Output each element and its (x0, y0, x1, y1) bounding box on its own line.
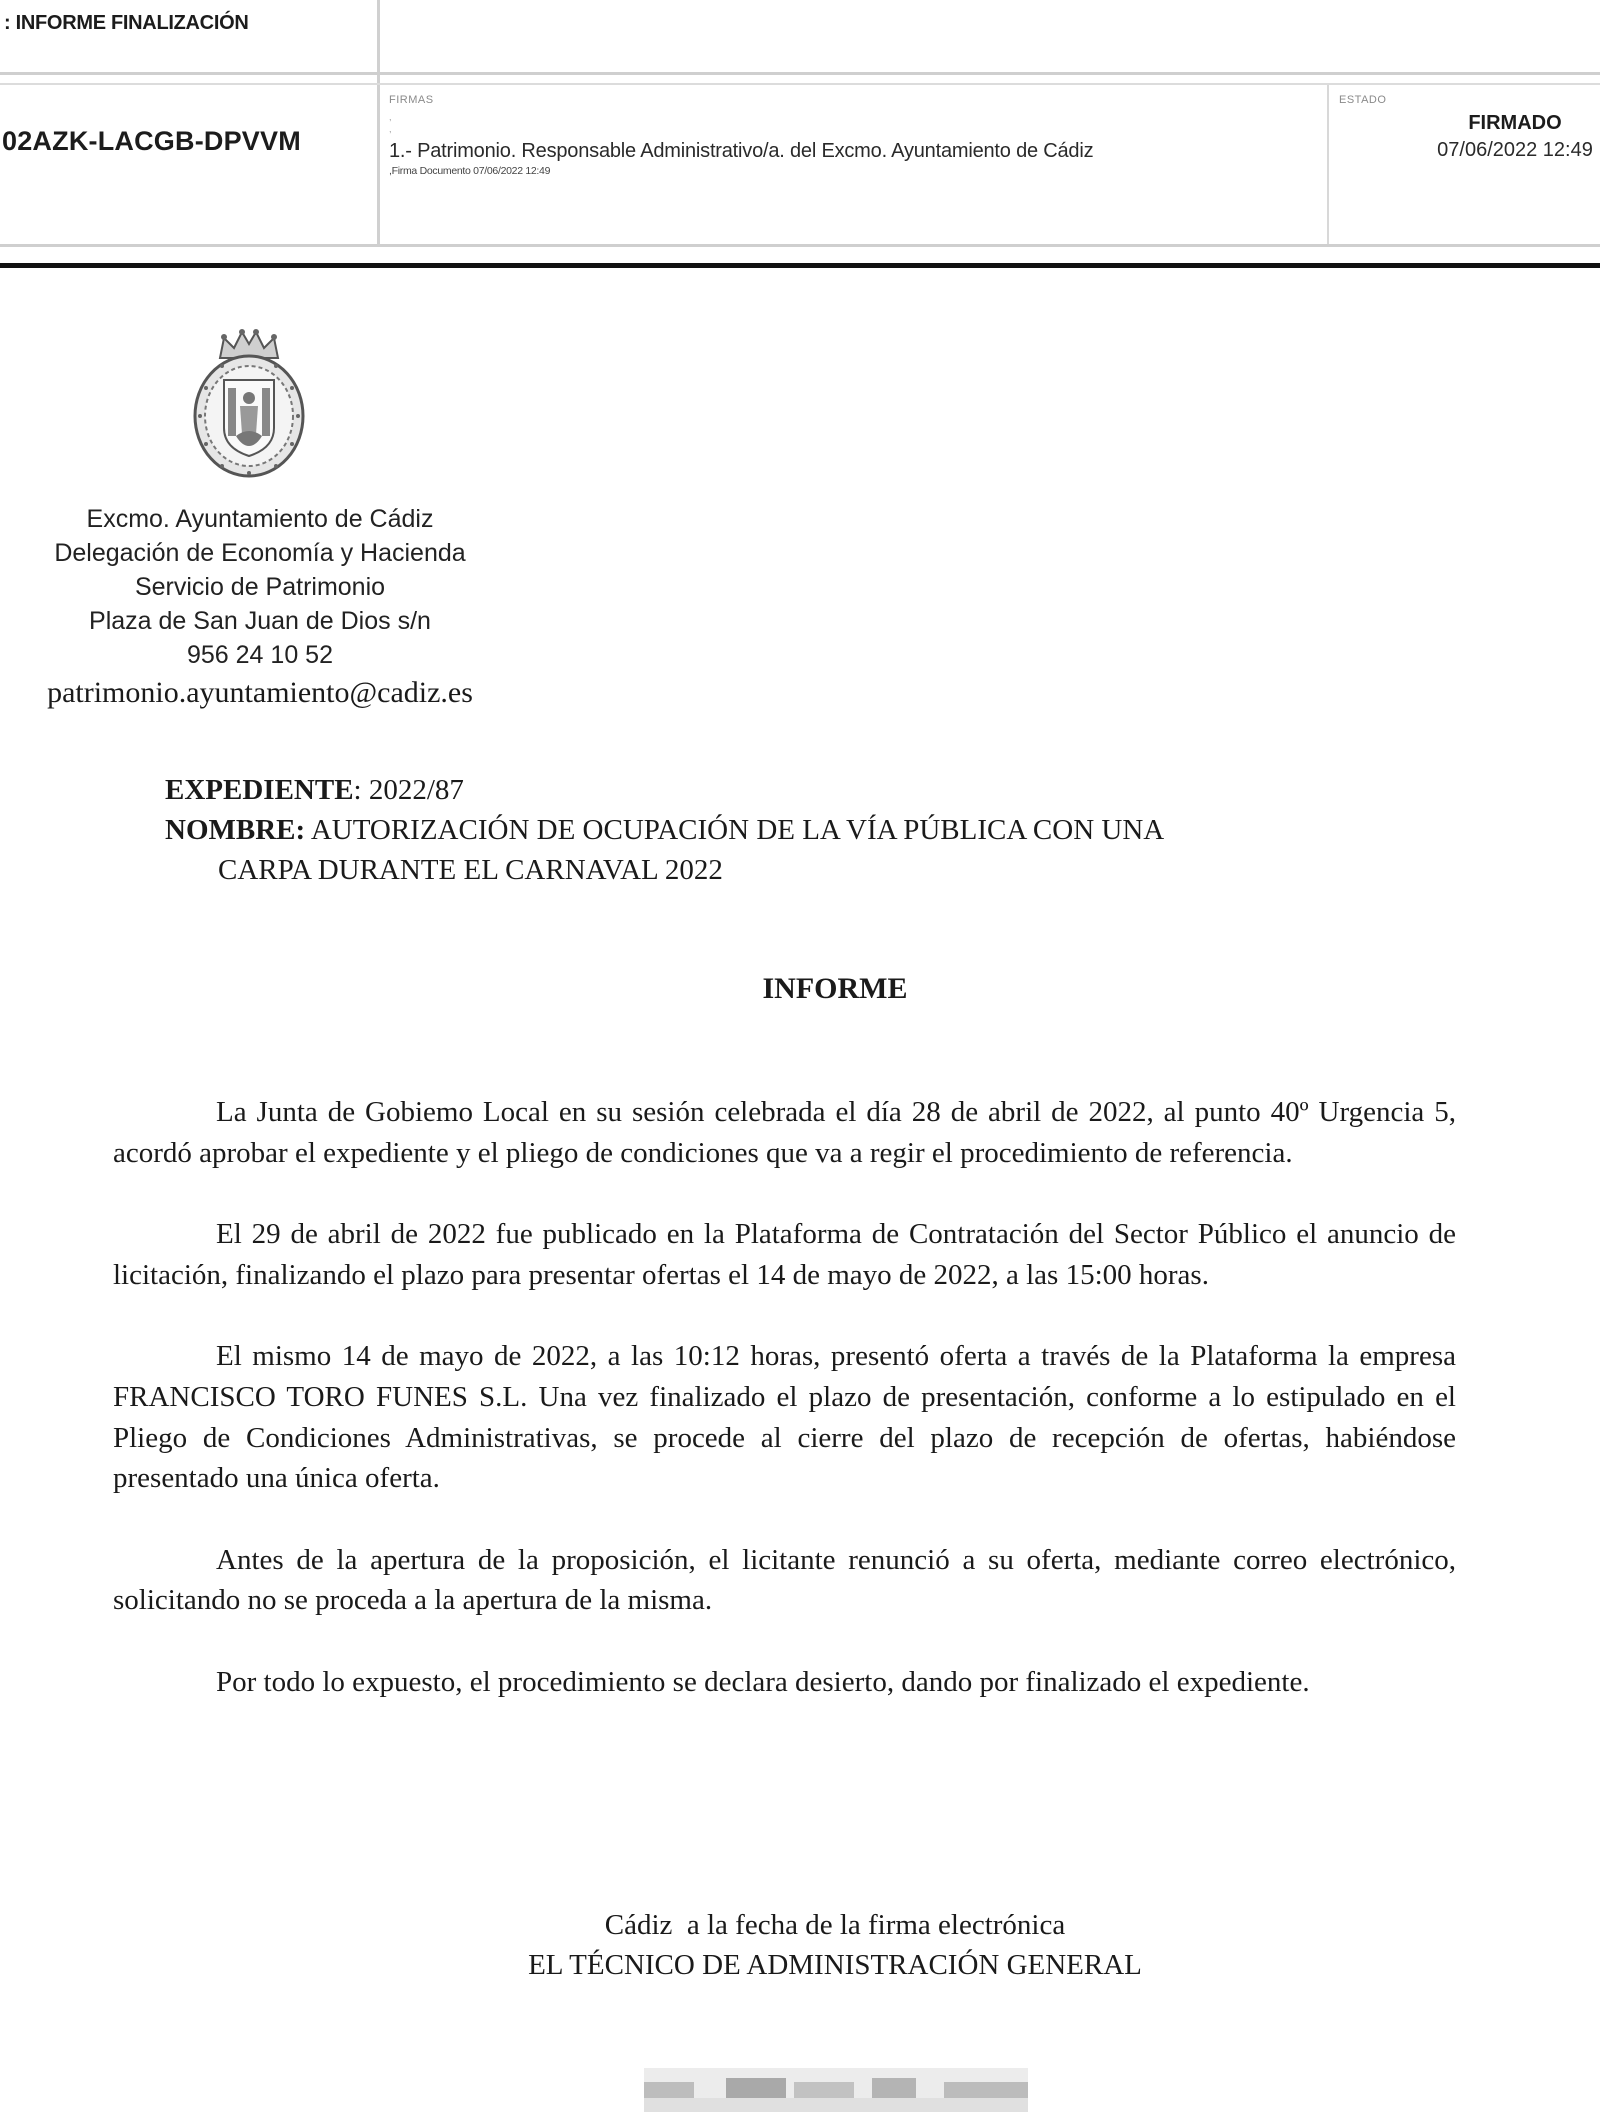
expediente-line (165, 770, 1164, 810)
nombre-line (165, 810, 1164, 850)
document-heading: INFORME (762, 972, 908, 1005)
paragraph: Por todo lo expuesto, el procedimiento se declara desierto, dando por finalizado el expediente. (216, 1665, 1310, 1698)
expediente-block (165, 770, 1164, 890)
report-body (113, 1092, 1456, 1743)
redacted-signer-name (644, 2068, 1028, 2112)
signer-line: 1.- Patrimonio. Responsable Administrativo/a. del Excmo. Ayuntamiento de Cádiz (389, 140, 1094, 162)
nombre-value-continued: CARPA DURANTE EL CARNAVAL 2022 (218, 854, 723, 886)
signer-title: EL TÉCNICO DE ADMINISTRACIÓN GENERAL (528, 1949, 1142, 1981)
paragraph: La Junta de Gobiemo Local en su sesión celebrada el día 28 de abril de 2022, al punto 40º Urgencia 5, acordó aprobar el expediente y el pliego de condiciones que va a regir el procedimiento de referencia. (113, 1096, 1456, 1169)
org-name: Excmo. Ayuntamiento de Cádiz (86, 505, 434, 533)
closing-place-date: Cádiz a la fecha de la firma electrónica (604, 1909, 1066, 1941)
expediente-value: : 2022/87 (353, 774, 464, 806)
org-service: Servicio de Patrimonio (134, 573, 386, 601)
status-date: 07/06/2022 12:49 (1437, 139, 1593, 161)
paragraph: El 29 de abril de 2022 fue publicado en la Plataforma de Contratación del Sector Público el anuncio de licitación, finalizando el plazo para presentar ofertas el 14 de mayo de 2022, a las 15:00 horas. (113, 1218, 1456, 1291)
firmas-label: FIRMAS (389, 94, 434, 106)
separator-dot: , (389, 124, 392, 134)
estado-label: ESTADO (1339, 94, 1387, 106)
closing-block (0, 1905, 1600, 1985)
paragraph: El mismo 14 de mayo de 2022, a las 10:12 horas, presentó oferta a través de la Plataforma la empresa FRANCISCO TORO FUNES S.L. Una vez finalizado el plazo de presentación, conforme a lo estipulado en el Pliego de Condiciones Administrativas, se procede al cierre del plazo de recepción de ofertas, habiéndose presentado una única oferta. (113, 1340, 1456, 1495)
org-email-block (0, 673, 520, 713)
nombre-label: NOMBRE: (165, 814, 306, 846)
signer-sub: ,Firma Documento 07/06/2022 12:49 (389, 165, 551, 177)
coat-of-arms-icon (190, 328, 308, 480)
document-type-title: : INFORME FINALIZACIÓN (4, 12, 249, 34)
org-address: Plaza de San Juan de Dios s/n (89, 607, 431, 635)
status-badge: FIRMADO (1468, 112, 1562, 134)
table-rule (0, 72, 1600, 75)
org-phone: 956 24 10 52 (187, 641, 333, 669)
verification-code: 02AZK-LACGB-DPVVM (2, 126, 301, 156)
header-separator (0, 263, 1600, 268)
table-rule (0, 244, 1600, 247)
org-email[interactable]: patrimonio.ayuntamiento@cadiz.es (47, 676, 473, 709)
expediente-label: EXPEDIENTE (165, 774, 354, 806)
nombre-value: AUTORIZACIÓN DE OCUPACIÓN DE LA VÍA PÚBLICA CON UNA (305, 814, 1165, 846)
org-department: Delegación de Economía y Hacienda (54, 539, 466, 567)
table-rule (0, 83, 1600, 85)
column-divider (1327, 84, 1329, 247)
column-divider (377, 0, 380, 247)
organization-address (0, 502, 520, 672)
paragraph: Antes de la apertura de la proposición, el licitante renunció a su oferta, mediante correo electrónico, solicitando no se proceda a la apertura de la misma. (113, 1543, 1456, 1617)
separator-dot: , (389, 112, 392, 122)
